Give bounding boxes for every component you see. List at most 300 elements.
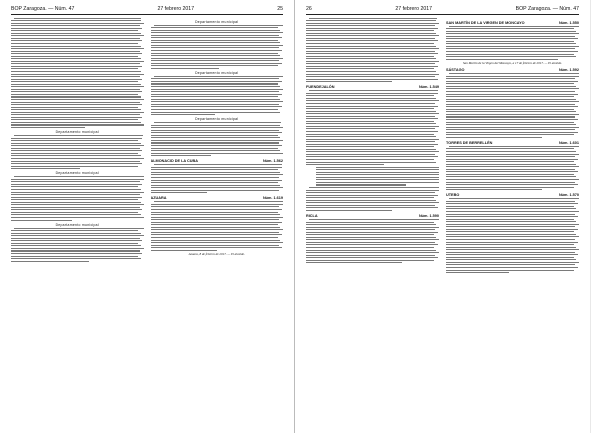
text-line xyxy=(446,211,579,212)
section-heading: Departamento municipal xyxy=(195,117,239,122)
text-line xyxy=(11,112,144,113)
text-line xyxy=(14,176,144,177)
text-line xyxy=(14,18,141,19)
text-line xyxy=(449,146,579,147)
text-line xyxy=(306,108,434,109)
entity-title: RICLA xyxy=(306,213,318,218)
entity-heading xyxy=(446,141,579,145)
text-line xyxy=(306,98,436,99)
text-line xyxy=(306,118,438,119)
text-line xyxy=(306,40,438,41)
text-line xyxy=(11,68,138,69)
text-line xyxy=(446,36,575,37)
text-line xyxy=(446,127,579,128)
text-line xyxy=(151,187,284,188)
text-line xyxy=(11,186,138,187)
text-line xyxy=(11,61,144,62)
text-block xyxy=(151,25,284,69)
text-line xyxy=(11,71,141,72)
text-line xyxy=(446,119,578,120)
text-line xyxy=(446,43,576,44)
text-line xyxy=(446,114,579,115)
text-line xyxy=(306,131,438,132)
text-line xyxy=(151,209,282,210)
text-line xyxy=(151,68,220,69)
text-line xyxy=(446,78,575,79)
text-line xyxy=(446,182,575,183)
text-line xyxy=(11,243,138,244)
text-block xyxy=(11,176,144,220)
text-line xyxy=(11,161,140,162)
text-block xyxy=(306,18,439,83)
text-line xyxy=(306,103,435,104)
text-line xyxy=(446,214,575,215)
text-line xyxy=(306,232,438,233)
text-line xyxy=(11,150,142,151)
text-line xyxy=(306,63,435,64)
text-line xyxy=(11,199,138,200)
text-line xyxy=(446,31,576,32)
text-line xyxy=(446,234,576,235)
text-line xyxy=(306,79,438,80)
text-line xyxy=(306,134,434,135)
header-right: BOP Zaragoza. — Núm. 47 xyxy=(515,6,579,12)
text-line xyxy=(154,164,283,165)
text-line xyxy=(306,106,438,107)
entity-heading xyxy=(446,68,579,72)
text-line xyxy=(316,172,439,173)
text-line xyxy=(446,101,579,102)
text-line xyxy=(11,25,140,26)
text-line xyxy=(446,132,578,133)
text-line xyxy=(306,139,439,140)
text-line xyxy=(11,122,141,123)
text-line xyxy=(306,257,438,258)
text-line xyxy=(11,86,144,87)
text-line xyxy=(151,245,280,246)
text-line xyxy=(306,25,435,26)
text-line xyxy=(446,161,574,162)
text-line xyxy=(446,159,578,160)
text-line xyxy=(11,104,142,105)
text-line xyxy=(151,35,280,36)
entity-heading xyxy=(306,85,439,89)
text-line xyxy=(11,261,89,262)
text-line xyxy=(446,99,576,100)
text-line xyxy=(306,51,435,52)
text-line xyxy=(446,184,578,185)
text-line xyxy=(11,212,138,213)
text-line xyxy=(11,109,141,110)
text-line xyxy=(151,185,281,186)
text-line xyxy=(11,96,141,97)
text-line xyxy=(446,91,575,92)
text-line xyxy=(446,201,575,202)
entity-title: TORRES DE BERRELLÉN xyxy=(446,140,493,145)
text-line xyxy=(306,149,436,150)
text-line xyxy=(446,224,579,225)
text-line xyxy=(306,71,436,72)
text-line xyxy=(446,270,574,271)
text-line xyxy=(446,174,574,175)
text-line xyxy=(446,221,576,222)
text-line xyxy=(151,27,278,28)
text-line xyxy=(306,244,438,245)
text-line xyxy=(11,84,141,85)
signature-line: Azuara, 8 de febrero de 2017. — El alcalde. xyxy=(188,252,245,257)
text-line xyxy=(151,53,278,54)
text-line xyxy=(446,38,578,39)
text-line xyxy=(151,174,284,175)
text-line xyxy=(154,76,284,77)
text-line xyxy=(11,48,144,49)
text-line xyxy=(151,45,284,46)
text-line xyxy=(306,61,439,62)
text-line xyxy=(151,58,284,59)
text-line xyxy=(306,28,438,29)
text-line xyxy=(151,65,278,66)
entity-heading xyxy=(151,196,284,200)
text-line xyxy=(306,224,436,225)
text-line xyxy=(446,109,574,110)
text-line xyxy=(306,197,434,198)
text-line xyxy=(151,55,281,56)
text-block xyxy=(151,164,284,193)
text-block xyxy=(446,73,579,138)
text-line xyxy=(151,234,282,235)
text-line xyxy=(151,190,280,191)
text-line xyxy=(306,242,435,243)
text-line xyxy=(151,47,280,48)
text-line xyxy=(309,187,439,188)
text-line xyxy=(306,250,436,251)
text-line xyxy=(151,206,280,207)
notice-number: Núm. 1.570 xyxy=(558,193,579,198)
text-block xyxy=(306,90,439,165)
entity-title: AZUARA xyxy=(150,196,167,201)
text-line xyxy=(446,187,574,188)
text-line xyxy=(446,259,576,260)
text-line xyxy=(151,50,282,51)
text-line xyxy=(151,192,208,193)
text-line xyxy=(446,46,579,47)
text-line xyxy=(446,242,578,243)
text-line xyxy=(306,190,439,191)
text-line xyxy=(11,46,141,47)
text-line xyxy=(446,236,579,237)
text-line xyxy=(11,76,140,77)
text-line xyxy=(151,37,282,38)
text-line xyxy=(11,23,144,24)
text-line xyxy=(151,224,278,225)
text-line xyxy=(151,172,281,173)
section-heading: Departamento municipal xyxy=(55,171,99,176)
text-line xyxy=(446,33,579,34)
text-line xyxy=(151,212,278,213)
text-line xyxy=(306,56,434,57)
entity-title: SAN MARTÍN DE LA VIRGEN DE MONCAYO xyxy=(446,20,525,25)
text-line xyxy=(446,219,574,220)
text-line xyxy=(446,247,576,248)
text-line xyxy=(11,158,144,159)
column xyxy=(11,18,144,433)
text-line xyxy=(154,25,284,26)
text-line xyxy=(306,154,435,155)
text-line xyxy=(11,240,142,241)
text-line xyxy=(11,117,142,118)
text-line xyxy=(306,202,439,203)
text-line xyxy=(11,192,144,193)
text-line xyxy=(306,192,435,193)
text-line xyxy=(11,33,141,34)
text-line xyxy=(11,189,141,190)
text-line xyxy=(306,116,435,117)
notice-number: Núm. 1.592 xyxy=(558,68,579,73)
text-line xyxy=(446,51,578,52)
text-line xyxy=(316,174,439,175)
text-line xyxy=(306,53,438,54)
text-line xyxy=(306,156,438,157)
text-line xyxy=(449,73,579,74)
text-line xyxy=(446,254,578,255)
text-line xyxy=(151,60,280,61)
text-line xyxy=(11,143,141,144)
text-line xyxy=(446,83,574,84)
text-line xyxy=(11,148,140,149)
text-line xyxy=(306,128,435,129)
text-line xyxy=(446,154,579,155)
text-line xyxy=(11,102,140,103)
text-line xyxy=(11,230,138,231)
section-heading: Departamento municipal xyxy=(55,130,99,135)
text-line xyxy=(316,179,439,180)
text-line xyxy=(446,216,578,217)
text-line xyxy=(446,81,578,82)
text-line xyxy=(11,256,138,257)
text-line xyxy=(306,262,402,263)
text-line xyxy=(446,94,578,95)
text-line xyxy=(306,234,434,235)
text-block xyxy=(11,135,144,169)
column xyxy=(151,18,284,433)
text-line xyxy=(11,127,85,128)
text-line xyxy=(446,267,578,268)
text-line xyxy=(151,150,281,151)
text-line xyxy=(446,54,574,55)
text-line xyxy=(306,195,438,196)
text-line xyxy=(11,58,141,59)
text-line xyxy=(11,28,142,29)
text-line xyxy=(11,66,142,67)
notice-number: Núm. 1.601 xyxy=(558,140,579,145)
text-line xyxy=(446,262,579,263)
text-line xyxy=(306,20,436,21)
text-line xyxy=(11,99,144,100)
text-line xyxy=(11,258,141,259)
notice-number: Núm. 1.549 xyxy=(418,85,439,90)
text-line xyxy=(309,219,439,220)
column xyxy=(306,18,439,433)
text-line xyxy=(446,59,558,60)
text-line xyxy=(151,109,278,110)
header-date: 27 febrero 2017 xyxy=(157,6,195,12)
text-line xyxy=(151,145,282,146)
text-line xyxy=(306,222,434,223)
text-line xyxy=(151,104,280,105)
text-line xyxy=(11,202,141,203)
text-line xyxy=(14,228,144,229)
text-line xyxy=(306,162,436,163)
text-line xyxy=(446,164,576,165)
text-line xyxy=(151,96,278,97)
text-line xyxy=(151,86,281,87)
text-line xyxy=(151,81,282,82)
text-line xyxy=(306,113,439,114)
text-line xyxy=(449,198,579,199)
text-line xyxy=(306,227,439,228)
text-line xyxy=(306,123,436,124)
text-line xyxy=(11,220,72,221)
text-line xyxy=(11,20,141,21)
notice-number: Núm. 1.619 xyxy=(262,196,283,201)
text-line xyxy=(11,197,142,198)
text-line xyxy=(151,153,284,154)
text-line xyxy=(446,239,575,240)
text-line xyxy=(446,104,575,105)
text-line xyxy=(306,111,436,112)
text-line xyxy=(154,201,284,202)
text-line xyxy=(151,177,280,178)
text-block xyxy=(446,146,579,190)
text-line xyxy=(306,95,434,96)
text-line xyxy=(11,233,141,234)
text-line xyxy=(446,257,574,258)
section-heading: Departamento municipal xyxy=(55,222,99,227)
text-line xyxy=(446,76,579,77)
text-line xyxy=(306,159,434,160)
text-line xyxy=(11,253,142,254)
text-line xyxy=(11,124,144,125)
text-line xyxy=(446,179,579,180)
text-line xyxy=(151,42,281,43)
text-line xyxy=(446,86,576,87)
text-line xyxy=(446,171,578,172)
entity-heading xyxy=(446,193,579,197)
text-line xyxy=(446,129,575,130)
text-line xyxy=(306,164,384,165)
text-line xyxy=(151,99,281,100)
text-line xyxy=(11,30,138,31)
text-block xyxy=(306,219,439,263)
text-line xyxy=(151,114,216,115)
text-line xyxy=(151,101,284,102)
text-line xyxy=(151,78,280,79)
text-line xyxy=(151,148,278,149)
text-block xyxy=(11,228,144,262)
text-line xyxy=(306,93,438,94)
text-line xyxy=(151,180,282,181)
text-line xyxy=(446,226,575,227)
text-line xyxy=(11,214,141,215)
text-block xyxy=(151,76,284,115)
text-line xyxy=(151,182,278,183)
text-line xyxy=(446,189,542,190)
text-line xyxy=(151,204,284,205)
text-line xyxy=(309,90,438,91)
text-line xyxy=(11,43,138,44)
text-line xyxy=(446,272,509,273)
text-line xyxy=(11,35,144,36)
text-line xyxy=(151,130,280,131)
text-line xyxy=(151,222,282,223)
text-line xyxy=(306,252,439,253)
signature-line: San Martín de la Virgen del Moncayo, a 17 de febrero de 2017. — El alcalde. xyxy=(463,61,562,66)
text-line xyxy=(151,155,212,156)
text-line xyxy=(151,214,281,215)
text-line xyxy=(151,32,284,33)
text-line xyxy=(11,89,140,90)
text-line xyxy=(306,237,436,238)
text-line xyxy=(154,122,281,123)
text-line xyxy=(316,169,439,170)
text-line xyxy=(11,235,144,236)
text-line xyxy=(446,156,575,157)
text-line xyxy=(151,140,284,141)
text-line xyxy=(306,205,435,206)
entity-title: SÁSTAGO xyxy=(446,68,465,73)
text-line xyxy=(306,144,438,145)
text-line xyxy=(316,177,439,178)
text-line xyxy=(306,229,435,230)
text-line xyxy=(306,146,434,147)
text-line xyxy=(11,153,138,154)
text-block xyxy=(151,201,284,250)
text-line xyxy=(151,112,281,113)
text-block xyxy=(446,26,579,60)
text-line xyxy=(11,56,138,57)
notice-number: Núm. 1.550 xyxy=(558,20,579,25)
text-line xyxy=(151,83,278,84)
page-number: 25 xyxy=(277,6,283,12)
entity-heading xyxy=(151,159,284,163)
text-line xyxy=(306,121,434,122)
text-line xyxy=(11,166,138,167)
text-line xyxy=(151,135,278,136)
text-line xyxy=(306,200,436,201)
text-line xyxy=(11,79,142,80)
text-line xyxy=(151,169,278,170)
text-line xyxy=(446,166,579,167)
page-header xyxy=(306,6,579,15)
text-line xyxy=(306,81,392,82)
text-line xyxy=(446,151,576,152)
text-line xyxy=(151,242,284,243)
text-line xyxy=(14,135,143,136)
text-line xyxy=(11,245,141,246)
text-line xyxy=(151,237,278,238)
text-line xyxy=(306,210,392,211)
text-line xyxy=(11,40,142,41)
text-line xyxy=(306,136,436,137)
section-heading: Departamento municipal xyxy=(195,19,239,24)
entity-title: UTEBO xyxy=(446,193,460,198)
text-line xyxy=(151,132,282,133)
text-line xyxy=(11,248,144,249)
text-line xyxy=(306,255,435,256)
text-line xyxy=(306,68,434,69)
text-line xyxy=(446,231,574,232)
text-line xyxy=(446,111,576,112)
